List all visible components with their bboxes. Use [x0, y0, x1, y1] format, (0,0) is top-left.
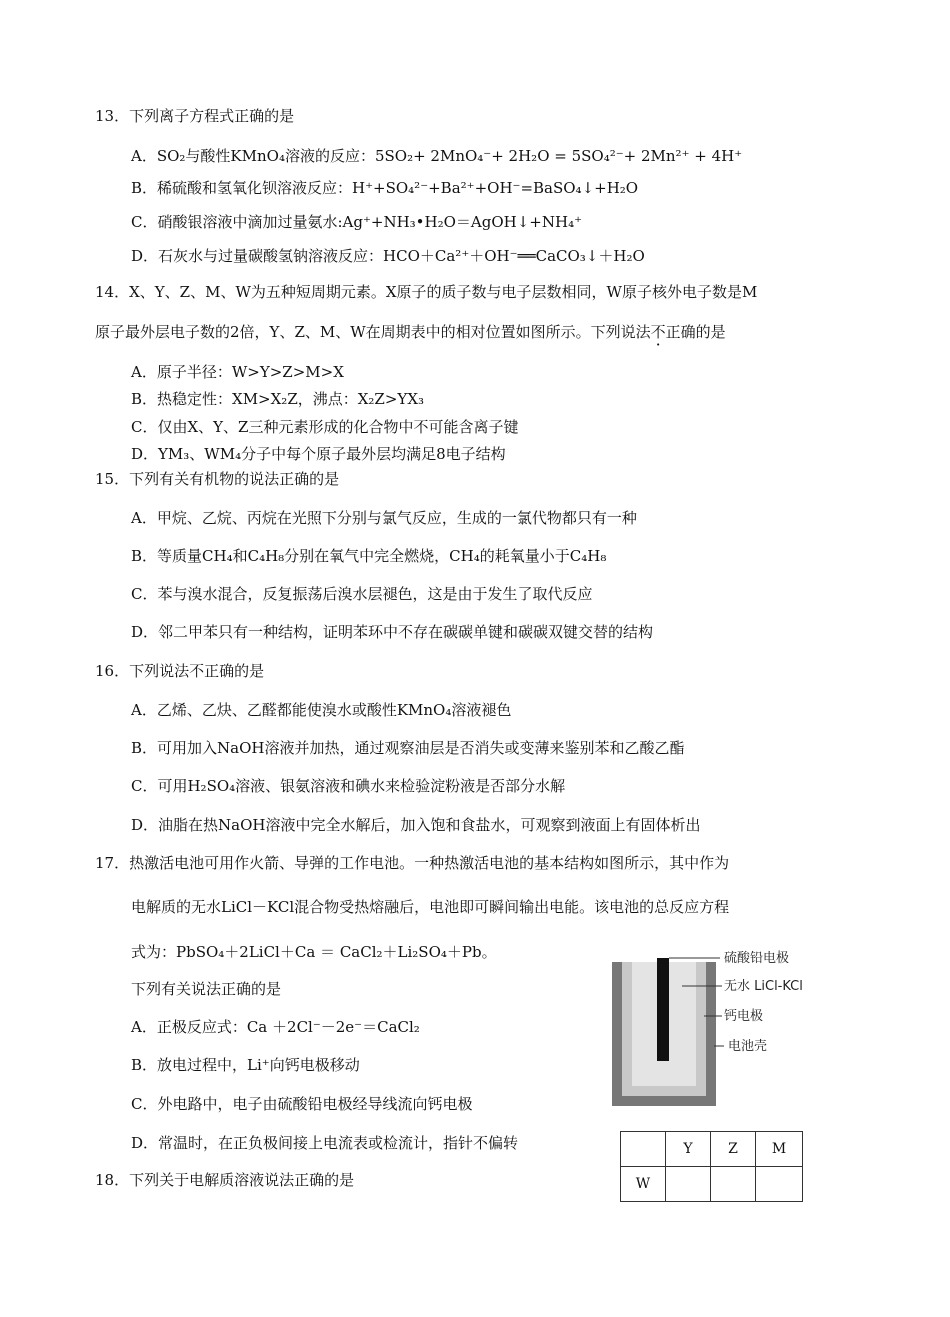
thermal-battery-diagram: [610, 946, 840, 1108]
q14-option-a: A．原子半径：W>Y>Z>M>X: [131, 363, 344, 381]
q13-option-b: B．稀硫酸和氢氧化钡溶液反应：H⁺+SO₄²⁻+Ba²⁺+OH⁻=BaSO₄↓+H₂O: [131, 179, 639, 197]
q14-emphasis-not: 不: [650, 323, 666, 341]
lead-sulfate-electrode: [657, 958, 669, 1061]
table-cell: M: [756, 1132, 803, 1167]
q14-stem-line1: 14．X、Y、Z、M、W为五种短周期元素。X原子的质子数与电子层数相同，W原子核外电子数是M: [95, 283, 758, 301]
q15-option-c: C．苯与溴水混合，反复振荡后溴水层褪色，这是由于发生了取代反应: [131, 585, 593, 603]
table-cell: [666, 1167, 711, 1202]
q14-option-d: D．YM₃、WM₄分子中每个原子最外层均满足8电子结构: [131, 445, 506, 463]
table-row: [621, 1132, 803, 1167]
q17-option-c: C．外电路中，电子由硫酸铅电极经导线流向钙电极: [131, 1095, 473, 1113]
q14-option-c: C．仅由X、Y、Z三种元素形成的化合物中不可能含离子键: [131, 418, 519, 436]
q16-option-a: A．乙烯、乙炔、乙醛都能使溴水或酸性KMnO₄溶液褪色: [131, 701, 512, 719]
label-calcium-electrode: 钙电极: [724, 1009, 764, 1024]
q15-option-b: B．等质量CH₄和C₄H₈分别在氧气中完全燃烧，CH₄的耗氧量小于C₄H₈: [131, 547, 607, 565]
q13-stem: 13．下列离子方程式正确的是: [95, 107, 295, 125]
q14-stem-part: 原子最外层电子数的2倍，Y、Z、M、W在周期表中的相对位置如图所示。下列说法: [95, 323, 651, 341]
q17-option-b: B．放电过程中，Li⁺向钙电极移动: [131, 1056, 360, 1074]
table-cell: W: [621, 1167, 666, 1202]
q17-stem-line2: 电解质的无水LiCl－KCl混合物受热熔融后，电池即可瞬间输出电能。该电池的总反应方程: [131, 898, 730, 916]
table-cell: Z: [711, 1132, 756, 1167]
table-row: [621, 1167, 803, 1202]
q14-option-b: B．热稳定性：XM>X₂Z，沸点：X₂Z>YX₃: [131, 390, 425, 408]
q17-option-a: A．正极反应式：Ca ＋2Cl⁻－2e⁻＝CaCl₂: [131, 1018, 420, 1036]
q17-stem-line3: 式为：PbSO₄＋2LiCl＋Ca ＝ CaCl₂＋Li₂SO₄＋Pb。: [131, 943, 497, 961]
label-electrolyte: 无水 LiCl-KCl: [724, 979, 803, 994]
q13-option-c: C．硝酸银溶液中滴加过量氨水:Ag⁺+NH₃•H₂O＝AgOH↓+NH₄⁺: [131, 213, 582, 231]
table-cell: [756, 1167, 803, 1202]
q18-stem: 18．下列关于电解质溶液说法正确的是: [95, 1171, 355, 1189]
table-cell: Y: [666, 1132, 711, 1167]
q13-option-a: A．SO₂与酸性KMnO₄溶液的反应：5SO₂+ 2MnO₄⁻+ 2H₂O = 5SO₄²⁻+ 2Mn²⁺ + 4H⁺: [131, 147, 743, 165]
q16-option-d: D．油脂在热NaOH溶液中完全水解后，加入饱和食盐水，可观察到液面上有固体析出: [131, 816, 701, 834]
q16-option-c: C．可用H₂SO₄溶液、银氨溶液和碘水来检验淀粉液是否部分水解: [131, 777, 566, 795]
table-cell: [711, 1167, 756, 1202]
q17-stem-line4: 下列有关说法正确的是: [131, 980, 282, 998]
q16-stem: 16．下列说法不正确的是: [95, 662, 265, 680]
q16-option-b: B．可用加入NaOH溶液并加热，通过观察油层是否消失或变薄来鉴别苯和乙酸乙酯: [131, 739, 685, 757]
q15-stem: 15．下列有关有机物的说法正确的是: [95, 470, 340, 488]
periodic-table-fragment: [620, 1131, 803, 1202]
q17-option-d: D．常温时，在正负极间接上电流表或检流计，指针不偏转: [131, 1134, 519, 1152]
q15-option-a: A．甲烷、乙烷、丙烷在光照下分别与氯气反应，生成的一氯代物都只有一种: [131, 509, 637, 527]
table-cell: [621, 1132, 666, 1167]
q13-option-d: D．石灰水与过量碳酸氢钠溶液反应：HCO＋Ca²⁺＋OH⁻══CaCO₃↓＋H₂O: [131, 247, 645, 265]
q14-stem-end: 正确的是: [665, 323, 726, 341]
q14-stem-line2: [95, 322, 726, 342]
q15-option-d: D．邻二甲苯只有一种结构，证明苯环中不存在碳碳单键和碳碳双键交替的结构: [131, 623, 654, 641]
q17-stem-line1: 17．热激活电池可用作火箭、导弹的工作电池。一种热激活电池的基本结构如图所示，其中作为: [95, 854, 730, 872]
label-lead-sulfate-electrode: 硫酸铅电极: [724, 951, 790, 966]
label-battery-shell: 电池壳: [728, 1039, 768, 1054]
